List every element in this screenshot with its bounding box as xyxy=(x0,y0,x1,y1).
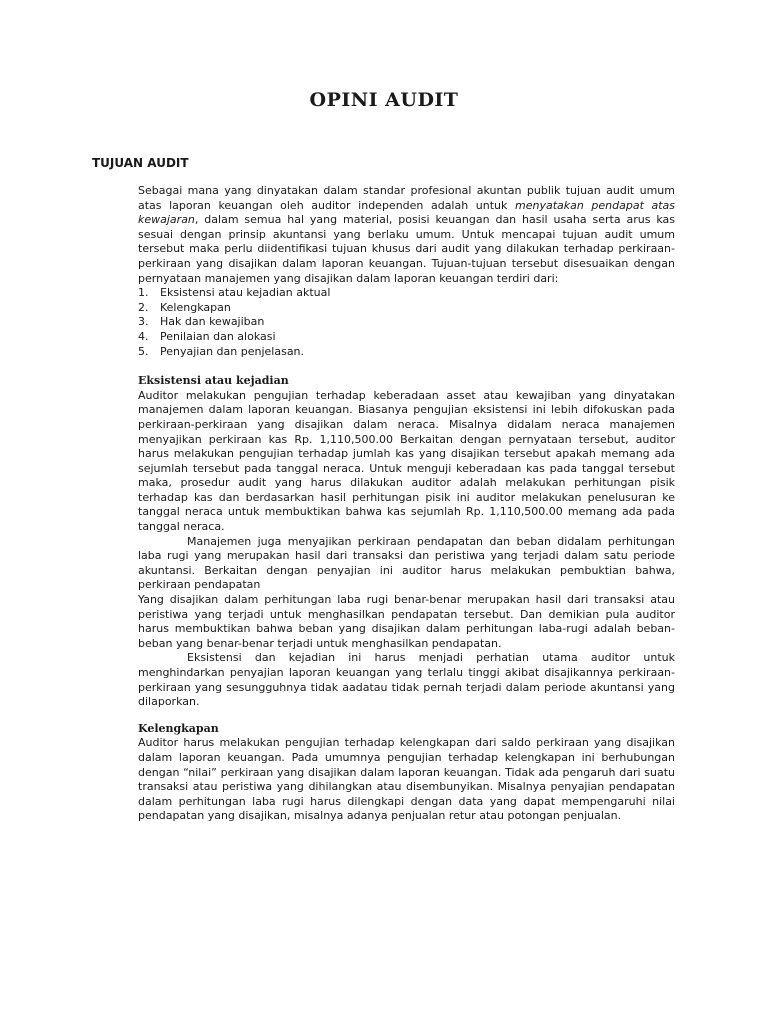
list-item: 1. Eksistensi atau kejadian aktual xyxy=(138,286,331,300)
document-body xyxy=(138,184,675,824)
list-item: 2. Kelengkapan xyxy=(138,300,231,314)
eksistensi-paragraph-2: Manajemen juga menyajikan perkiraan pendapatan dan beban didalam perhitungan laba rugi yang merupakan hasil dari transaksi dan peristiwa yang terjadi dalam satu periode akuntansi. Berkaitan dengan penyajian ini auditor harus melakukan pembuktian bahwa, perkiraan pendapatan xyxy=(138,534,675,592)
intro-paragraph: Sebagai mana yang dinyatakan dalam standar profesional akuntan publik tujuan audit umum atas laporan keuangan oleh auditor independen adalah untuk menyatakan pendapat atas kewajaran, dalam semua hal yang material, posisi keuangan dan hasil usaha serta arus kas sesuai dengan prinsip akuntansi yang berlaku umum. Untuk mencapai tujuan audit umum tersebut maka perlu diidentifikasi tujuan khusus dari audit yang dilakukan terhadap perkiraan-perkiraan yang disajikan dalam laporan keuangan. Tujuan-tujuan tersebut disesuaikan dengan pernyataan manajemen yang disajikan dalam laporan keuangan terdiri dari: xyxy=(138,184,676,285)
kelengkapan-heading: Kelengkapan xyxy=(138,721,219,735)
eksistensi-heading: Eksistensi atau kejadian xyxy=(138,374,289,388)
page-title: OPINI AUDIT xyxy=(309,89,459,111)
audit-goals-list xyxy=(138,286,675,359)
intro-emphasis: menyatakan pendapat atas kewajaran xyxy=(138,198,676,227)
eksistensi-paragraph-1: Auditor melakukan pengujian terhadap keberadaan asset atau kewajiban yang dinyatakan manajemen dalam laporan keuangan. Biasanya pengujian eksistensi ini lebih difokuskan pada perkiraan-perkiraan yang disajikan dalam neraca. Misalnya didalam neraca manajemen menyajikan perkiraan kas Rp. 1,110,500.00 Berkaitan dengan pernyataan tersebut, auditor harus melakukan pengujian terhadap jumlah kas yang disajikan tersebut apakah memang ada sejumlah tersebut pada tanggal neraca. Untuk menguji keberadaan kas pada tanggal tersebut maka, prosedur audit yang harus dilakukan auditor adalah melakukan perhitungan pisik terhadap kas dan berdasarkan hasil perhitungan pisik ini auditor melakukan penelusuran ke tanggal neraca untuk membuktikan bahwa kas sejumlah Rp. 1,110,500.00 memang ada pada tanggal neraca. xyxy=(138,388,675,534)
section-heading: TUJUAN AUDIT xyxy=(92,156,189,170)
list-item: 3. Hak dan kewajiban xyxy=(138,315,265,329)
eksistensi-paragraph-3: Yang disajikan dalam perhitungan laba rugi benar-benar merupakan hasil dari transaksi atau peristiwa yang terjadi untuk menghasilkan pendapatan tersebut. Dan demikian pula auditor harus membuktikan bahwa beban yang disajikan dalam perhitungan laba-rugi adalah beban-beban yang benar-benar terjadi untuk menghasilkan pendapatan. xyxy=(138,593,675,650)
list-item: 5. Penyajian dan penjelasan. xyxy=(138,344,305,358)
kelengkapan-paragraph-1: Auditor harus melakukan pengujian terhadap kelengkapan dari saldo perkiraan yang disajikan dalam laporan keuangan. Pada umumnya pengujian terhadap kelengkapan ini berhubungan dengan “nilai” perkiraan yang disajikan dalam laporan keuangan. Tidak ada pengaruh dari suatu transaksi atau peristiwa yang dihilangkan atau disembunyikan. Misalnya penyajian pendapatan dalam perhitungan laba rugi harus dilengkapi dengan data yang dapat mempengaruhi nilai pendapatan yang disajikan, misalnya adanya penjualan retur atau potongan penjualan. xyxy=(138,736,675,823)
list-item: 4. Penilaian dan alokasi xyxy=(138,329,276,343)
eksistensi-paragraph-4: Eksistensi dan kejadian ini harus menjadi perhatian utama auditor untuk menghindarkan penyajian laporan keuangan yang terlalu tinggi akibat disajikannya perkiraan-perkiraan yang sesungguhnya tidak aadatau tidak pernah terjadi dalam periode akuntansi yang dilaporkan. xyxy=(138,651,675,709)
